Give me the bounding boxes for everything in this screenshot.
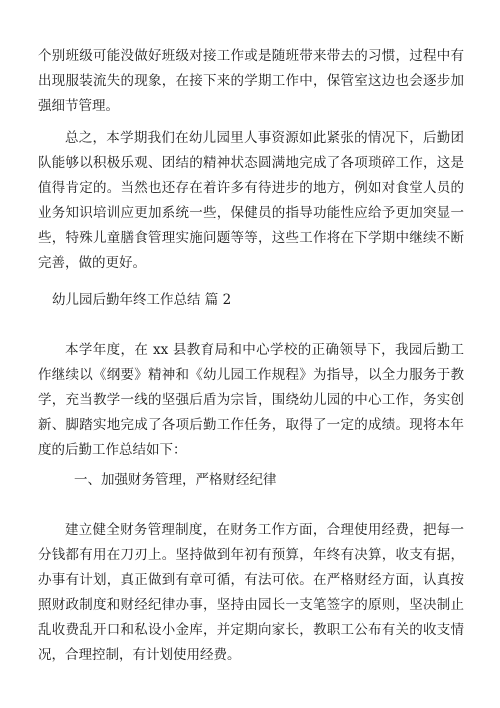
- paragraph-summary: 总之，本学期我们在幼儿园里人事资源如此紧张的情况下，后勤团队能够以积极乐观、团结的精神状态圆满地完成了各项琐碎工作，这是值得肯定的。当然也还存在着许多有待进步的地方，例如对食堂人员的业务知识培训应更加系统一些，保健员的指导功能性应给予更加突显一些，特殊儿童膳食管理实施问题等等，这些工作将在下学期中继续不断完善，做的更好。: [38, 130, 464, 271]
- section-heading-part2: 幼儿园后勤年终工作总结 篇 2: [52, 292, 232, 308]
- paragraph-introduction: 本学年度，在 xx 县教育局和中心学校的正确领导下，我园后勤工作继续以《纲要》精神和《幼儿园工作规程》为指导，以全力服务于教学，充当教学一线的坚强后盾为宗旨，围绕幼儿园的中心工作，务实创新、脚踏实地完成了各项后勤工作任务，取得了一定的成绩。现将本年度的后勤工作总结如下：: [38, 342, 464, 458]
- paragraph-finance-details: 建立健全财务管理制度，在财务工作方面，合理使用经费，把每一分钱都有用在刀刃上。坚持做到年初有预算，年终有决算，收支有据，办事有计划，真正做到有章可循，有法可依。在严格财经方面，认真按照财政制度和财经纪律办事，坚持由园长一支笔签字的原则，坚决制止乱收费乱开口和私设小金库，并定期向家长，教职工公布有关的收支情况，合理控制，有计划使用经费。: [38, 522, 464, 663]
- paragraph-clothing-management: 个别班级可能没做好班级对接工作或是随班带来带去的习惯，过程中有出现服装流失的现象，在接下来的学期工作中，保管室这边也会逐步加强细节管理。: [38, 48, 464, 114]
- subheading-finance: 一、加强财务管理，严格财经纪律: [74, 472, 277, 488]
